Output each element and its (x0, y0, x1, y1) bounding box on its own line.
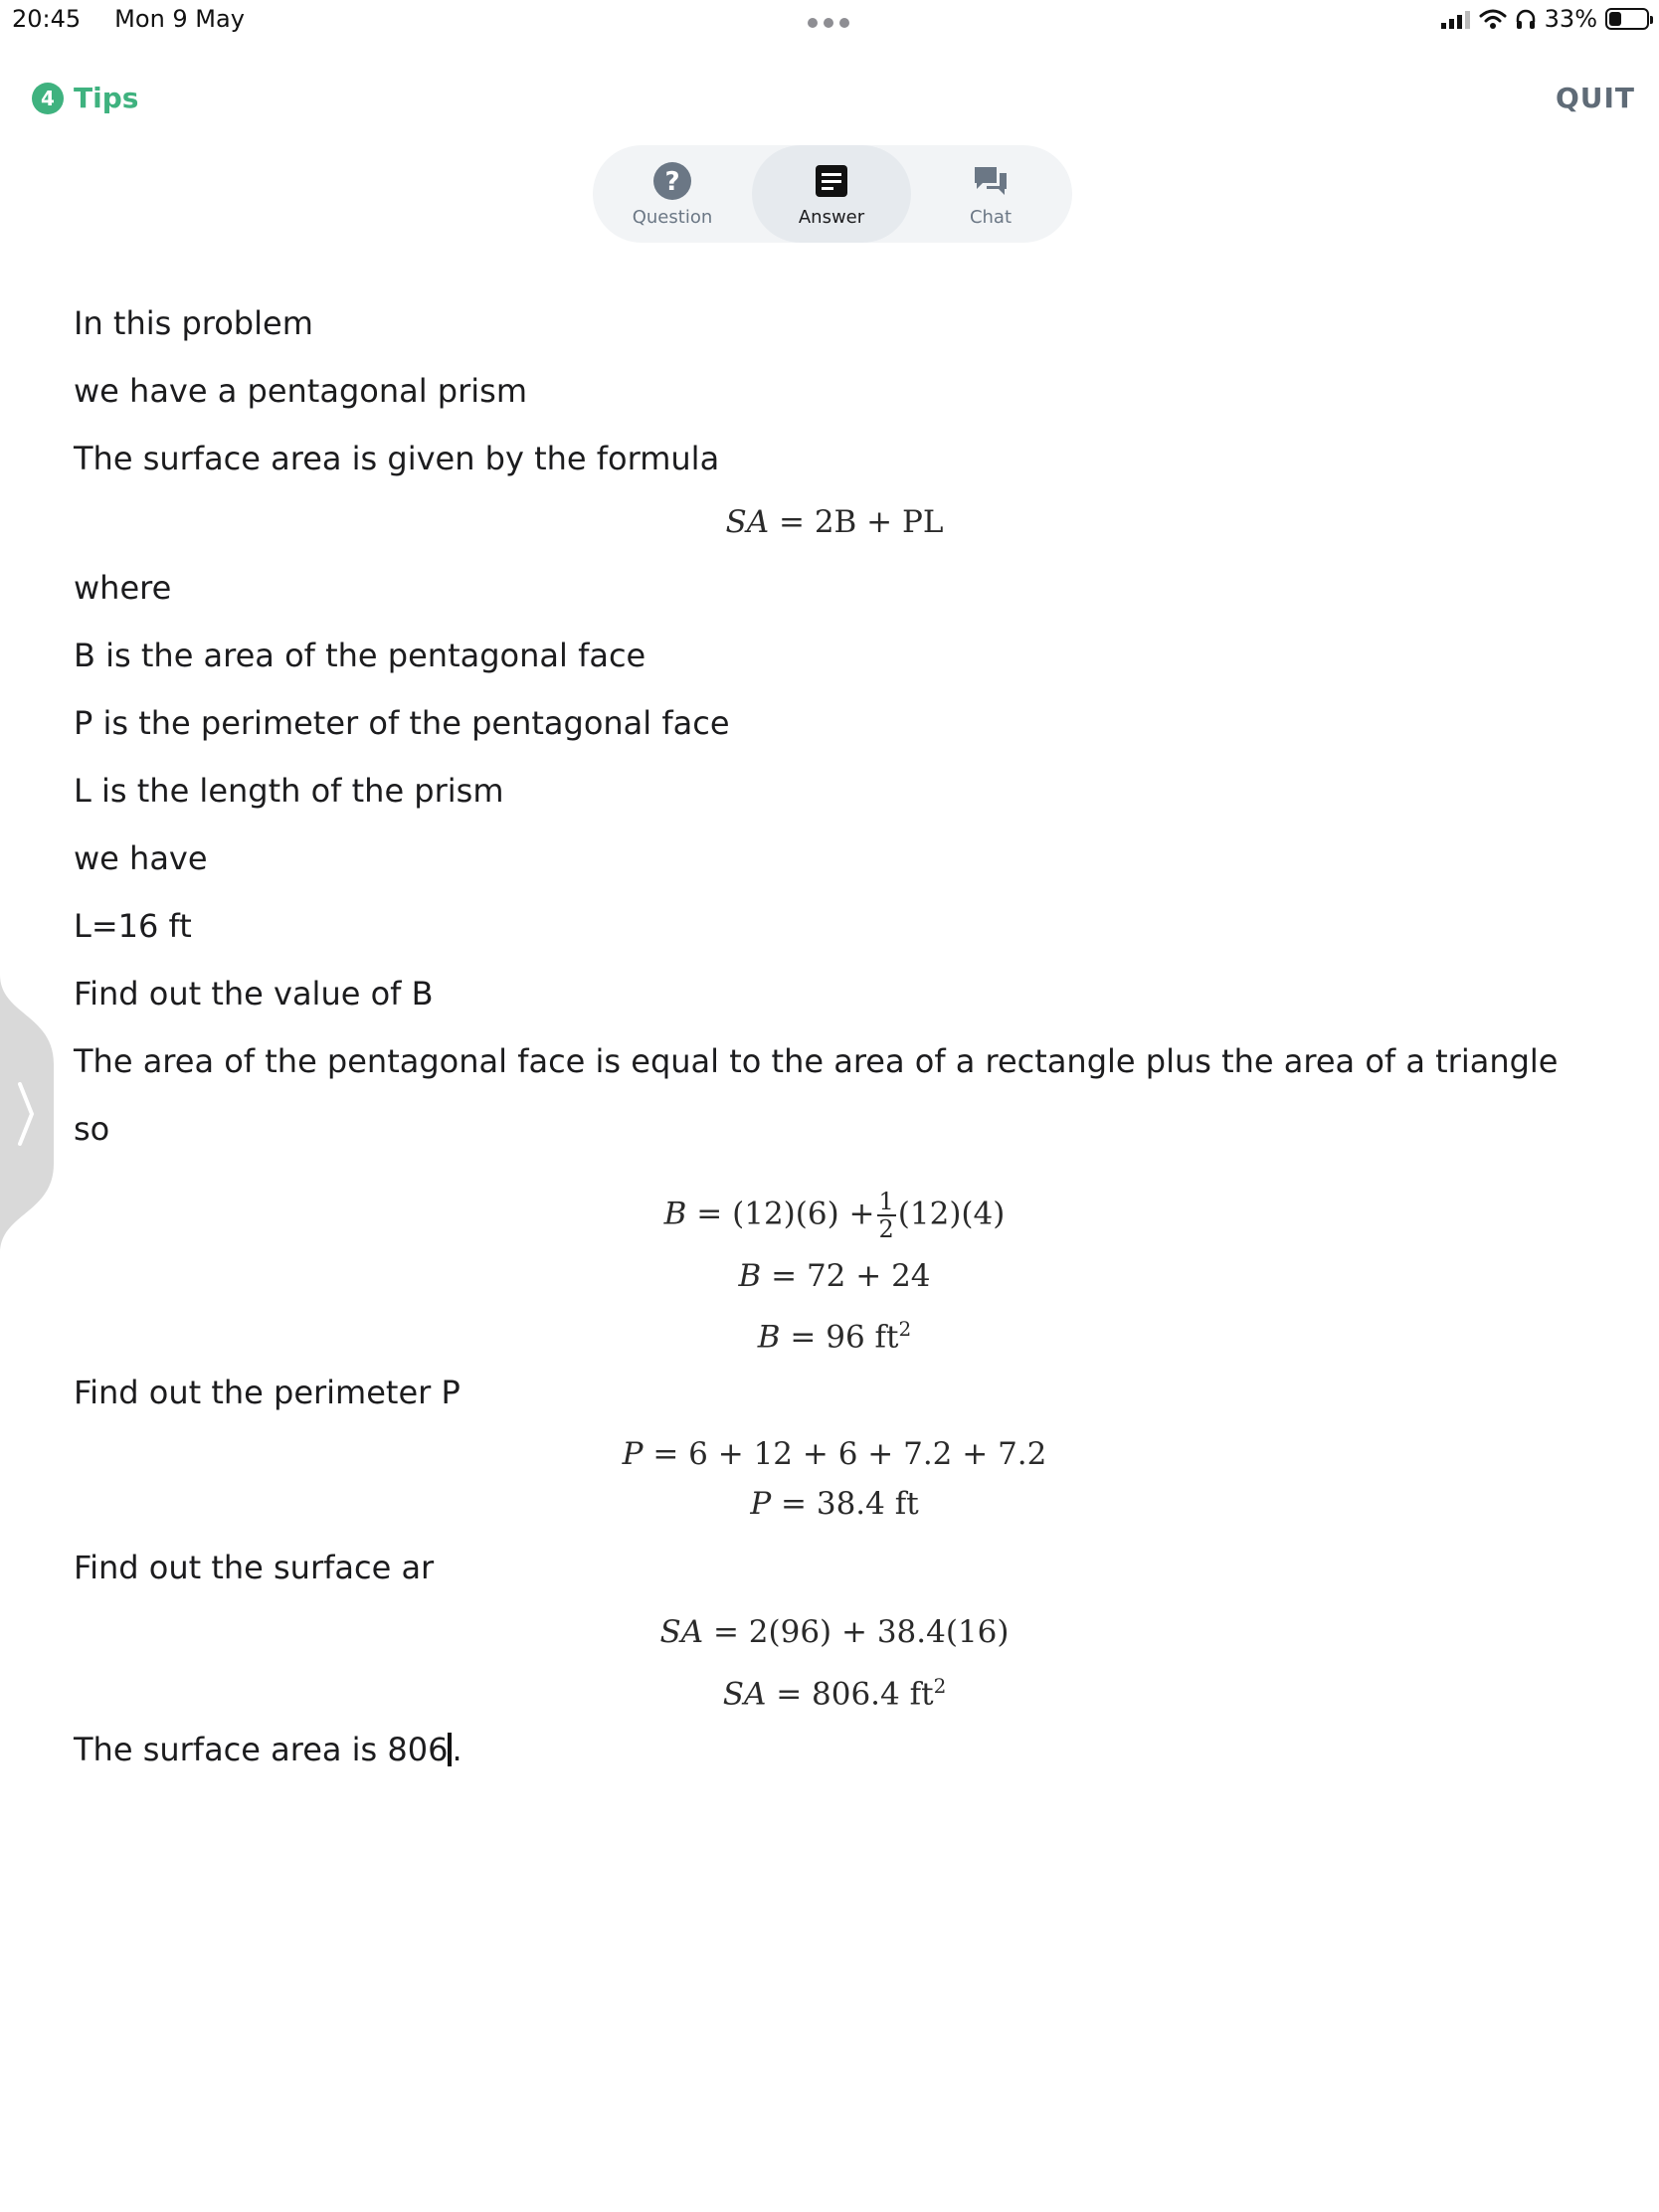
chat-icon (971, 161, 1011, 201)
equation-sa-step1: SA = 2(96) + 38.4(16) (659, 1614, 1010, 1650)
answer-line: where (74, 569, 172, 607)
equation-sa-result: SA = 806.4 $ft^2$ (722, 1674, 947, 1713)
answer-line: so (74, 1110, 110, 1148)
answer-line: Find out the value of B (74, 975, 434, 1013)
tab-answer-label: Answer (798, 206, 865, 228)
wifi-icon (1479, 8, 1507, 30)
answer-final-line[interactable]: The surface area is 806 . (74, 1731, 462, 1768)
side-drawer-handle[interactable] (0, 975, 56, 1253)
status-time: 20:45 (12, 5, 82, 33)
tab-answer[interactable] (752, 145, 911, 243)
battery-percent: 33% (1544, 5, 1597, 33)
tab-chat[interactable] (911, 145, 1070, 243)
equation-perimeter: P = 6 + 12 + 6 + 7.2 + 7.2 (622, 1436, 1047, 1472)
equation-b-step1: B = (12)(6) + $\frac{1}{2}$ (12)(4) (663, 1188, 1006, 1243)
answer-line: we have a pentagonal prism (74, 372, 527, 410)
tips-button[interactable] (32, 82, 138, 114)
tips-label: Tips (74, 82, 139, 114)
status-time-date (12, 5, 278, 33)
battery-icon (1605, 8, 1649, 30)
tab-chat-label: Chat (969, 206, 1013, 228)
equation-perimeter-result: P = 38.4 ft (750, 1486, 919, 1522)
answer-line: we have (74, 839, 208, 877)
quit-button[interactable]: QUIT (1555, 82, 1635, 114)
answer-icon (812, 161, 851, 201)
multitasking-dots[interactable] (808, 18, 849, 28)
status-indicators (1441, 5, 1649, 33)
answer-line: L=16 ft (74, 907, 192, 945)
view-tabs (593, 145, 1072, 243)
tab-question-label: Question (632, 206, 713, 228)
headphones-icon (1515, 8, 1537, 30)
answer-line: P is the perimeter of the pentagonal face (74, 704, 730, 742)
formula-surface-area: SA = 2B + PL (725, 504, 944, 540)
svg-text:?: ? (664, 166, 680, 197)
cellular-signal-icon (1441, 9, 1471, 29)
answer-line: L is the length of the prism (74, 772, 504, 810)
tips-count-badge: 4 (32, 83, 64, 114)
equation-b-result: B = 96 $ft^2$ (757, 1317, 912, 1356)
question-icon (652, 161, 692, 201)
status-date: Mon 9 May (114, 5, 245, 33)
battery-level (1609, 12, 1621, 26)
equation-b-step2: B = 72 + 24 (738, 1258, 931, 1294)
answer-line: In this problem (74, 304, 313, 342)
tab-question[interactable] (593, 145, 752, 243)
answer-line: Find out the perimeter P (74, 1374, 461, 1411)
answer-line: B is the area of the pentagonal face (74, 637, 646, 674)
answer-line: Find out the surface ar (74, 1549, 435, 1586)
status-bar (0, 0, 1659, 40)
answer-line: The surface area is given by the formula (74, 440, 720, 477)
answer-line: The area of the pentagonal face is equal to the area of a rectangle plus the area of a triangle (74, 1042, 1559, 1080)
